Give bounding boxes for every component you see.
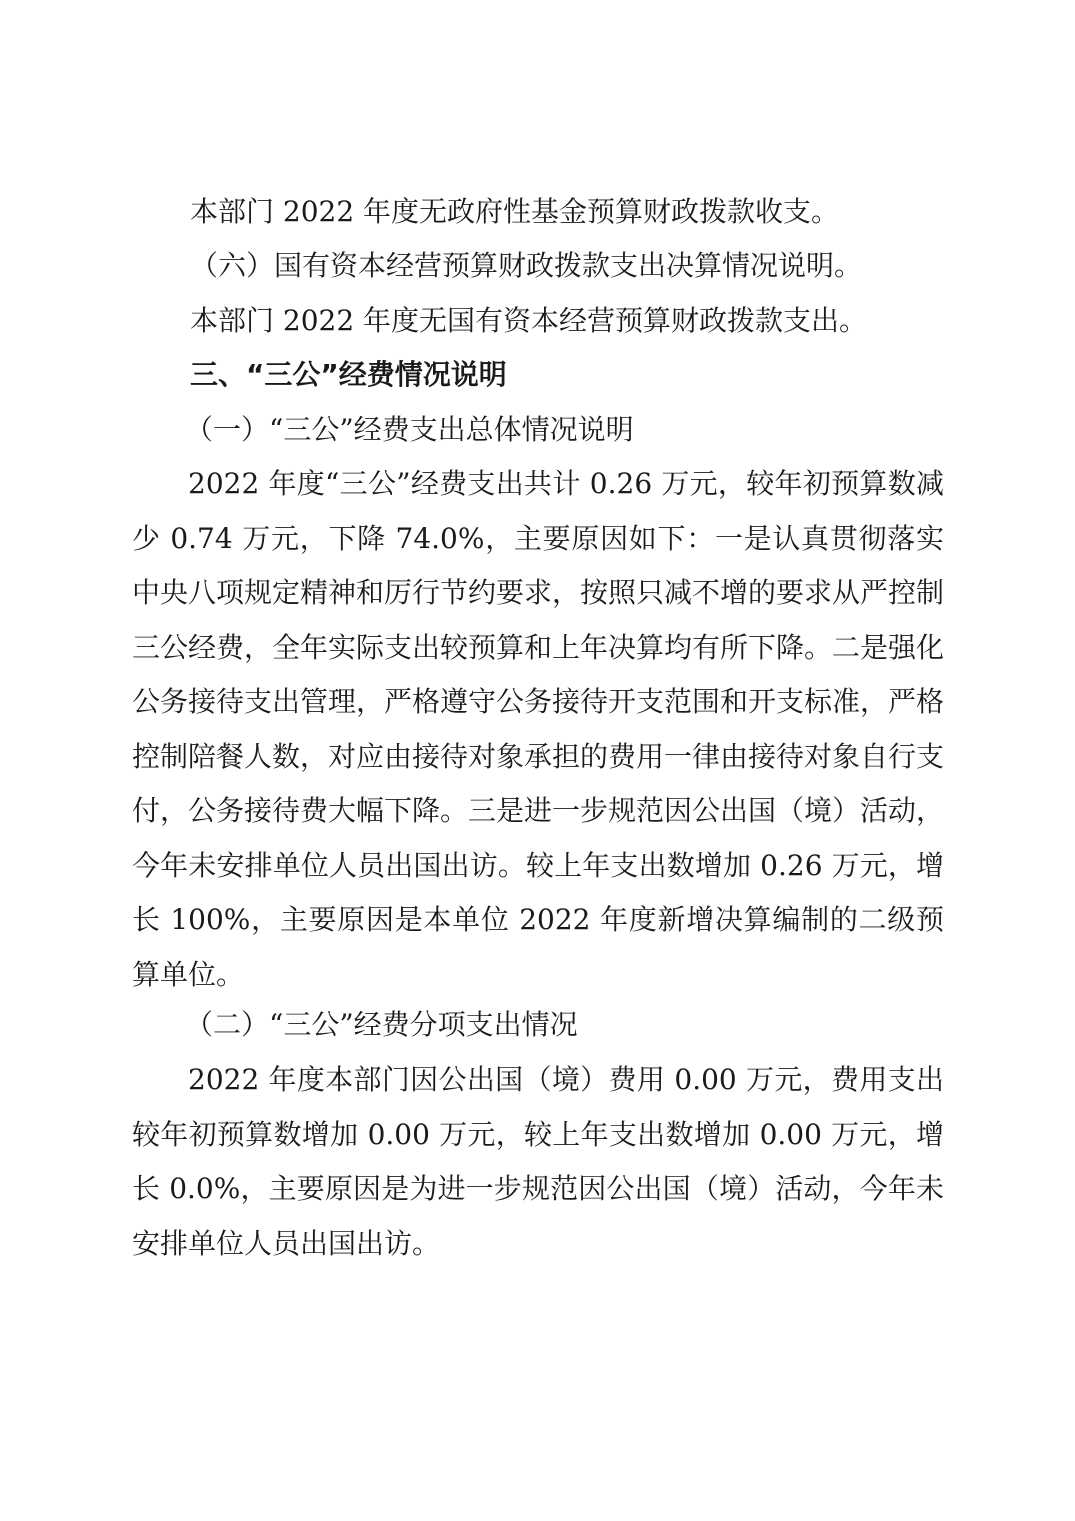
subheading-overall: （一）“三公”经费支出总体情况说明 — [185, 413, 634, 446]
subheading-itemized: （二）“三公”经费分项支出情况 — [185, 1008, 578, 1041]
paragraph-itemized-body: 2022 年度本部门因公出国（境）费用 0.00 万元，费用支出较年初预算数增加 0.00 万元，较上年支出数增加 0.00 万元，增长 0.0%，主要原因是为进一步规范因公出国（境）活动，今年未安排单位人员出国出访。 — [132, 1063, 944, 1260]
paragraph-no-state-capital: 本部门 2022 年度无国有资本经营预算财政拨款支出。 — [190, 304, 868, 337]
section-heading-state-capital: （六）国有资本经营预算财政拨款支出决算情况说明。 — [190, 249, 863, 282]
section-heading-three-public: 三、“三公”经费情况说明 — [190, 358, 507, 391]
paragraph-no-fund-budget: 本部门 2022 年度无政府性基金预算财政拨款收支。 — [190, 195, 840, 228]
paragraph-overall-body: 2022 年度“三公”经费支出共计 0.26 万元，较年初预算数减少 0.74 万元，下降 74.0%，主要原因如下：一是认真贯彻落实中央八项规定精神和厉行节约要求，按照只减不增的要求从严控制三公经费，全年实际支出较预算和上年决算均有所下降。二是强化公务接待支出管理，严格遵守公务接待开支范围和开支标准，严格控制陪餐人数，对应由接待对象承担的费用一律由接待对象自行支付，公务接待费大幅下降。三是进一步规范因公出国（境）活动，今年未安排单位人员出国出访。较上年支出数增加 0.26 万元，增长 100%，主要原因是本单位 2022 年度新增决算编制的二级预算单位。 — [132, 467, 945, 991]
